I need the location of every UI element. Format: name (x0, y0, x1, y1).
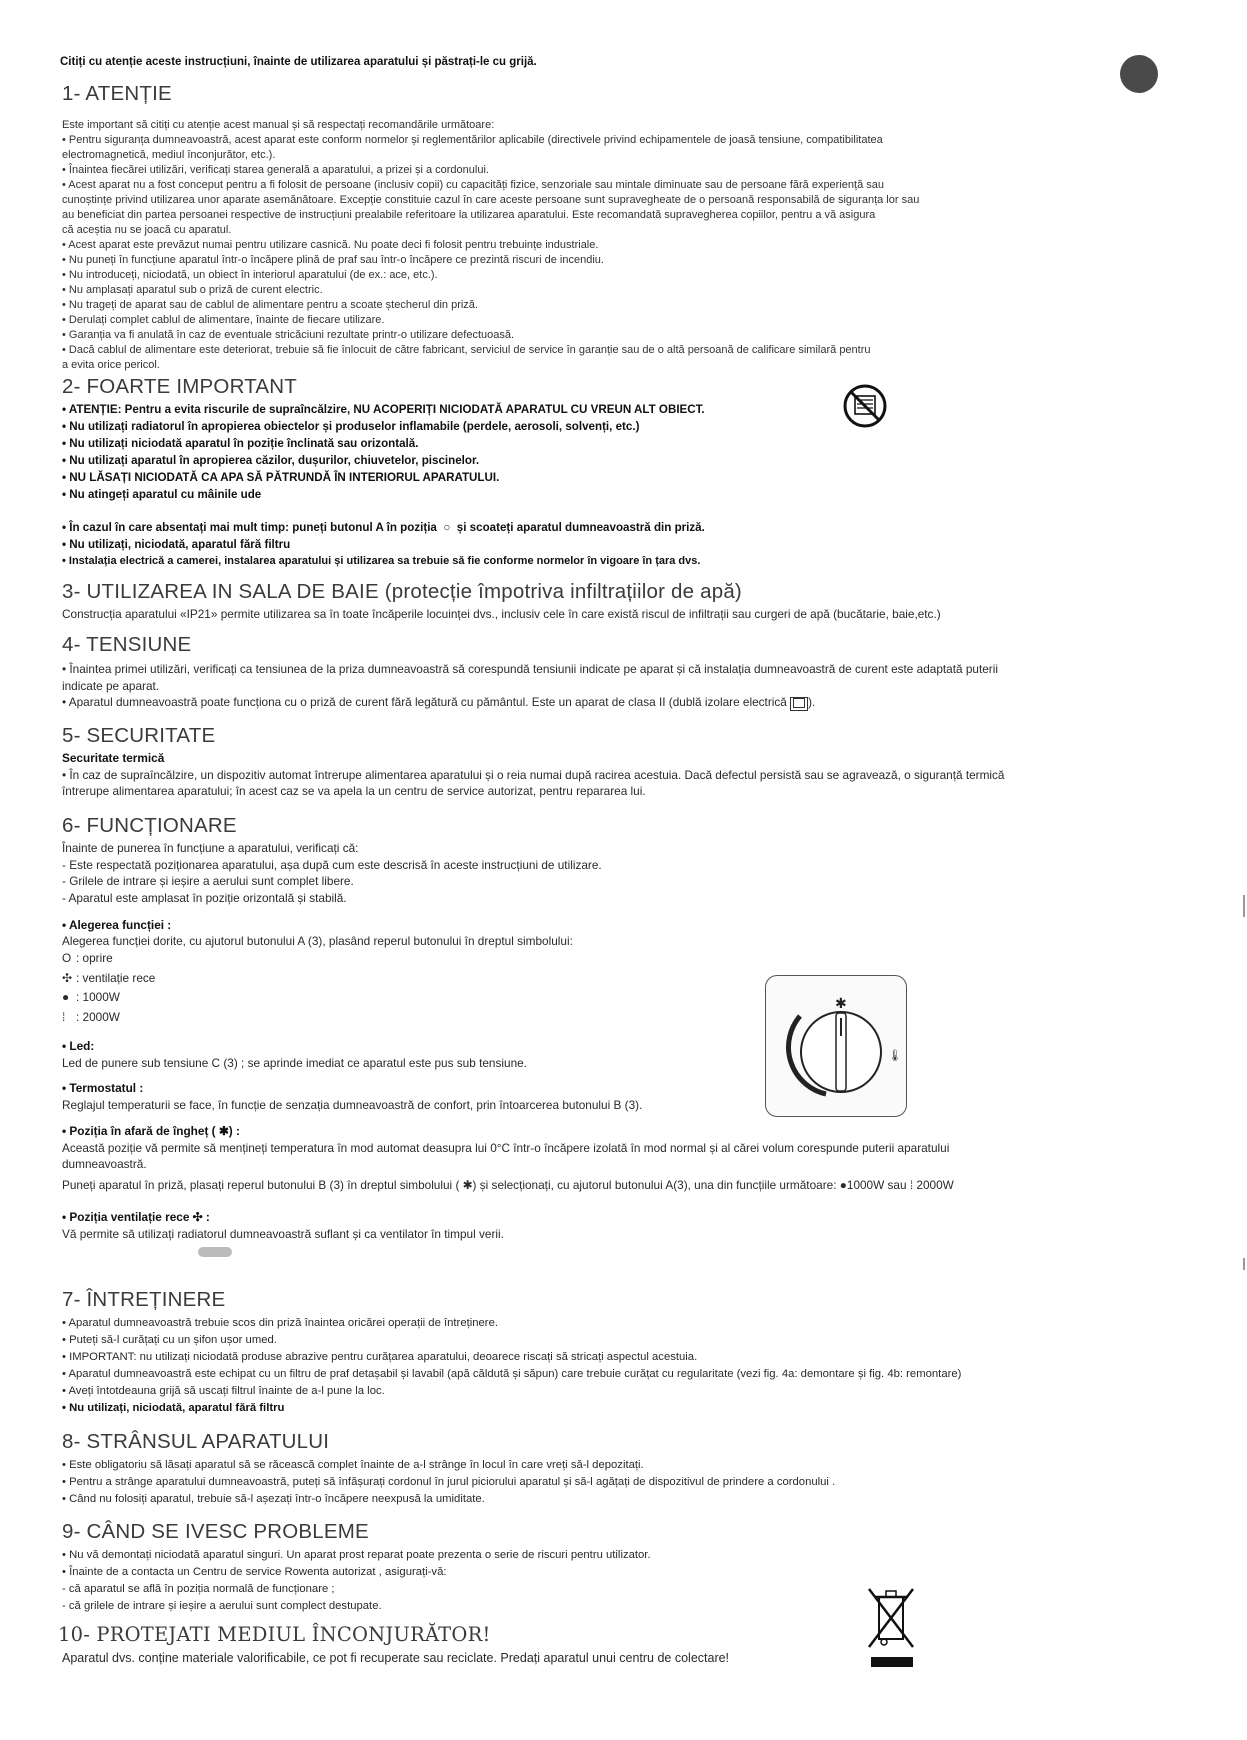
section-1-title: 1- ATENȚIE (62, 82, 172, 105)
section-4-body: • Înaintea primei utilizări, verificați ca tensiunea de la priza dumneavoastră să corespundă tensiunii indicate pe aparat și că instalația dumneavoastră de curent este adaptată puterii indicate pe aparat. • Aparatul dumneavoastră poate funcționa cu o priză de curent fără legătură cu pământul. Este un aparat de clasa II (dublă izolare electrică ). (62, 662, 998, 709)
mode-cool: ✣ : ventilație rece (62, 970, 156, 985)
section-6-title: 6- FUNCȚIONARE (62, 814, 237, 837)
mode-2000w: ⁞ : 2000W (62, 1009, 120, 1024)
section-1-body: Este important să citiți cu atenție acest manual și să respectați recomandările următoare: • Pentru siguranța dumneavoastră, acest aparat este conform normelor și reglementărilor aplicabile (directivele privind echipamentele de joasă tensiune, compatibilitatea electromagnetică, mediul înconjurător, etc.). • Înaintea fiecărei utilizări, verificați starea generală a aparatului, a prizei și a cordonului. • Acest aparat nu a fost conceput pentru a fi folosit de persoane (inclusiv copii) cu capacități fizice, senzoriale sau mintale diminuate sau de persoane fără experiență sau cunoștințe privind utilizarea unor aparate asemănătoare. Excepție constituie cazul în care aceste persoane sunt supravegheate de o persoană responsabilă de siguranța lor sau au beneficiat din partea persoanei respective de instrucțiuni prealabile referitoare la utilizarea aparatului. Este recomandată supravegherea copiilor, pentru a vă asigura că aceștia nu se joacă cu aparatul. • Acest aparat este prevăzut numai pentru utilizare casnică. Nu poate deci fi folosit pentru trebuințe industriale. • Nu puneți în funcțiune aparatul într-o încăpere plină de praf sau într-o încăpere ce prezintă riscuri de incendiu. • Nu introduceți, niciodată, un obiect în interiorul aparatului (de ex.: ace, etc.). • Nu amplasați aparatul sub o priză de curent electric. • Nu trageți de aparat sau de cablul de alimentare pentru a scoate ștecherul din priză. • Derulați complet cablul de alimentare, înainte de fiecare utilizare. • Garanția va fi anulată în caz de eventuale stricăciuni rezultate printr-o utilizare defectuoasă. • Dacă cablul de alimentare este deteriorat, trebuie să fie înlocuit de către fabricant, serviciul de service în garanție sau de o altă persoană de calificare similară pentru a evita orice pericol. (62, 119, 920, 371)
fan-mini-icon (198, 1247, 232, 1257)
section-2-title: 2- FOARTE IMPORTANT (62, 375, 298, 398)
section-10-title: 10- PROTEJATI MEDIUL ÎNCONJURĂTOR! (58, 1623, 491, 1646)
section-4-title: 4- TENSIUNE (62, 633, 192, 656)
section-3-title: 3- UTILIZAREA IN SALA DE BAIE (protecție împotriva infiltrațiilor de apă) (62, 580, 742, 603)
thermostat-knob-panel (765, 975, 907, 1117)
section-6-checks: Înainte de punerea în funcțiune a aparatului, verificați că: - Este respectată poziționarea aparatului, așa după cum este descrisă în aceste instrucțiuni de utilizare. - Grilele de intrare și ieșire a aerului sunt complet libere. - Aparatul este amplasat în poziție orizontală și stabilă. (62, 841, 602, 905)
mode-1000w: ● : 1000W (62, 990, 120, 1004)
section-7-body: • Aparatul dumneavoastră trebuie scos din priză înaintea oricărei operații de întreținere. • Puteți să-l curățați cu un șifon ușor umed. • IMPORTANT: nu utilizați niciodată produse abrazive pentru curățarea aparatului, deoarece riscați să stricați aspectul acestuia. • Aparatul dumneavoastră este echipat cu un filtru de praf detașabil și lavabil (apă căldută și săpun) care trebuie curățat cu regularitate (vezi fig. 4a: demontare și fig. 4b: remontare) • Aveți întotdeauna grijă să uscați filtrul înainte de a-l pune la loc. • Nu utilizați, niciodată, aparatul fără filtru (62, 1317, 962, 1414)
section-5-title: 5- SECURITATE (62, 724, 216, 747)
mode-off: O : oprire (62, 951, 113, 965)
section-8-body: • Este obligatoriu să lăsați aparatul să se răcească complet înainte de a-l strânge în locul în care vreți să-l depozitați. • Pentru a strânge aparatului dumneavoastră, puteți să înfășurați cordonul în jurul piciorului aparatul și să-l agățați de dispozitivul de prindere a cordonului . • Când nu folosiți aparatul, trebuie să-l așezați într-o încăpere neexpusă la umiditate. (62, 1459, 836, 1505)
section-8-title: 8- STRÂNSUL APARATULUI (62, 1430, 330, 1453)
led-info: • Led: Led de punere sub tensiune C (3) ; se aprinde imediat ce aparatul este pus sub tensiune. (62, 1039, 527, 1070)
scan-edge-mark (1243, 1258, 1245, 1270)
intro-text: Citiți cu atenție aceste instrucțiuni, înainte de utilizarea aparatului și păstrați-le cu grijă. (60, 56, 537, 68)
cool-ventilation-info: • Poziția ventilație rece ✣ : Vă permite să utilizați radiatorul dumneavoastră suflant și ca ventilator în timpul verii. (62, 1210, 504, 1241)
page-marker-dot (1120, 55, 1158, 93)
section-9-body: • Nu vă demontați niciodată aparatul singuri. Un aparat prost reparat poate prezenta o serie de riscuri pentru utilizator. • Înainte de a contacta un Centru de service Rowenta autorizat , asigurați-vă: - că aparatul se află în poziția normală de funcționare ; - că grilele de intrare și ieșire a aerului sunt complect destupate. (62, 1549, 651, 1612)
recycle-bin-crossed-icon (865, 1585, 917, 1669)
frost-info: • Poziția în afară de îngheț ( ✱) : Această poziție vă permite să mențineți temperatura în mod automat deasupra lui 0°C într-o încăpere izolată în mod normal și al cărei volum corespunde puterii aparatului dumneavoastră. Puneți aparatul în priză, plasați reperul butonului B (3) în dreptul simbolului ( ✱) și selecționați, cu ajutorul butonului A(3), una din funcțiile următoare: ●1000W sau ⁞ 2000W (62, 1124, 954, 1192)
svg-text:✱: ✱ (835, 996, 847, 1012)
section-2-warnings: • ATENȚIE: Pentru a evita riscurile de supraîncălzire, NU ACOPERIȚI NICIODATĂ APARATUL CU VREUN ALT OBIECT. • Nu utilizați radiatorul în apropierea obiectelor și produselor inflamabile (perdele, aerosoli, solvenți, etc.) • Nu utilizați niciodată aparatul în poziție înclinată sau orizontală. • Nu utilizați aparatul în apropierea căzilor, dușurilor, chiuvetelor, piscinelor. • NU LĂSAȚI NICIODATĂ CA APA SĂ PĂTRUNDĂ ÎN INTERIORUL APARATULUI. • Nu atingeți aparatul cu mâinile ude (62, 403, 705, 501)
scan-edge-mark (1243, 895, 1245, 917)
class-ii-icon (790, 697, 808, 711)
thermostat-knob-icon (766, 976, 906, 1116)
section-3-body: Construcția aparatului «IP21» permite utilizarea sa în toate încăperile locuinței dvs., inclusiv cele în care există riscul de infiltrații sau curgeri de apă (bucătarie, baie,etc.) (62, 607, 941, 621)
svg-text:🌡: 🌡 (888, 1049, 902, 1062)
section-10-body: Aparatul dvs. conține materiale valorificabile, ce pot fi recuperate sau reciclate. Predați aparatul unui centru de colectare! (62, 1651, 730, 1665)
do-not-cover-icon (842, 383, 888, 429)
section-5-body: Securitate termică • În caz de supraîncălzire, un dispozitiv automat întrerupe alimentarea aparatului și o reia numai după racirea acestuia. Dacă defectul persistă sau se agravează, o siguranță termică întrerupe alimentarea aparatului; în acest caz se va apela la un centru de service autorizat, pentru repararea lui. (62, 751, 1005, 798)
absent-warning: • În cazul în care absentați mai mult timp: puneți butonul A în poziția ○ și scoateți aparatul dumneavoastră din priză. • Nu utilizați, niciodată, aparatul fără filtru • Instalația electrică a camerei, instalarea aparatului și utilizarea sa trebuie să fie conforme normelor în vigoare în țara dvs. (62, 521, 705, 567)
function-selection: • Alegerea funcției : Alegerea funcției dorite, cu ajutorul butonului A (3), plasând reperul butonului în dreptul simbolului: O : oprire ✣ : ventilație rece ● : 1000W ⁞ : 2000W (62, 917, 573, 1027)
section-7-title: 7- ÎNTREȚINERE (62, 1288, 226, 1311)
thermostat-info: • Termostatul : Reglajul temperaturii se face, în funcție de senzația dumneavoastră de confort, prin întoarcerea butonului B (3). (62, 1081, 643, 1112)
section-9-title: 9- CÂND SE IVESC PROBLEME (62, 1520, 369, 1543)
